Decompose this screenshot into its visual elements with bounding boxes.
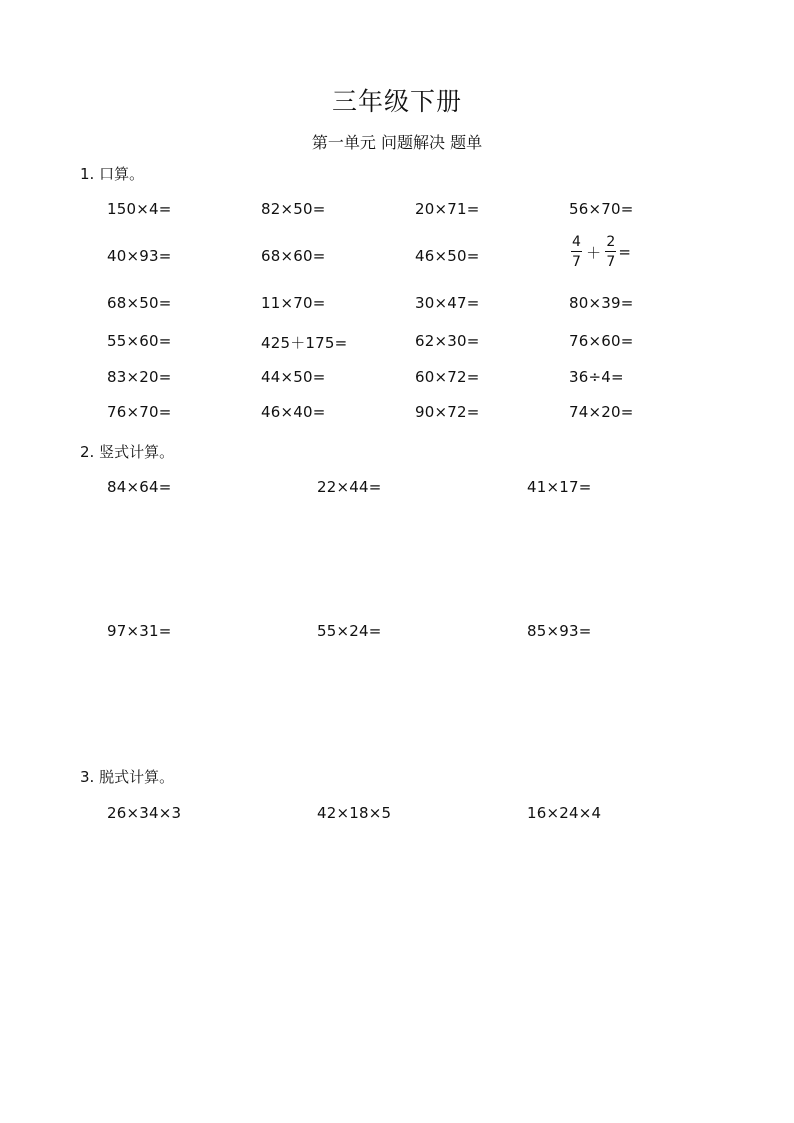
oral-problem: 74×20= [569, 403, 634, 421]
vertical-calc-problem: 97×31= [107, 622, 172, 640]
step-calc-problem: 16×24×4 [527, 804, 602, 822]
oral-problem: 62×30= [415, 332, 480, 350]
oral-problem: 76×60= [569, 332, 634, 350]
fraction-addition-problem [570, 235, 631, 269]
vertical-calc-problem: 85×93= [527, 622, 592, 640]
oral-problem: 11×70= [261, 294, 326, 312]
fraction-b-denominator: 7 [606, 254, 616, 270]
oral-problem: 82×50= [261, 200, 326, 218]
oral-problem: 68×60= [261, 247, 326, 265]
oral-problem: 56×70= [569, 200, 634, 218]
oral-problem: 68×50= [107, 294, 172, 312]
oral-problem: 20×71= [415, 200, 480, 218]
page-title: 三年级下册 [331, 87, 462, 116]
step-calc-problem: 26×34×3 [107, 804, 182, 822]
oral-problem: 36÷4= [569, 368, 624, 386]
oral-problem: 90×72= [415, 403, 480, 421]
oral-problem: 83×20= [107, 368, 172, 386]
fraction-a-denominator: 7 [572, 254, 582, 270]
section-2-heading: 2. 竖式计算。 [80, 443, 175, 461]
vertical-calc-problem: 41×17= [527, 478, 592, 496]
oral-problem: 44×50= [261, 368, 326, 386]
vertical-calc-problem: 22×44= [317, 478, 382, 496]
fraction-a [570, 235, 583, 269]
oral-problem: 30×47= [415, 294, 480, 312]
step-calc-problem: 42×18×5 [317, 804, 392, 822]
plus-sign: ＋ [586, 243, 602, 262]
vertical-calc-problem: 55×24= [317, 622, 382, 640]
oral-problem: 150×4= [107, 200, 172, 218]
oral-problem: 46×50= [415, 247, 480, 265]
oral-problem: 425＋175= [261, 334, 348, 352]
oral-problem: 55×60= [107, 332, 172, 350]
oral-problem: 76×70= [107, 403, 172, 421]
oral-problem: 80×39= [569, 294, 634, 312]
vertical-calc-problem: 84×64= [107, 478, 172, 496]
fraction-a-numerator: 4 [572, 234, 582, 250]
equals-sign: = [618, 243, 632, 261]
section-1-heading: 1. 口算。 [80, 165, 145, 183]
page-subtitle: 第一单元 问题解决 题单 [311, 133, 483, 152]
oral-problem: 40×93= [107, 247, 172, 265]
fraction-b [604, 235, 617, 269]
fraction-b-numerator: 2 [606, 234, 616, 250]
section-3-heading: 3. 脱式计算。 [80, 768, 175, 786]
oral-problem: 46×40= [261, 403, 326, 421]
oral-problem: 60×72= [415, 368, 480, 386]
